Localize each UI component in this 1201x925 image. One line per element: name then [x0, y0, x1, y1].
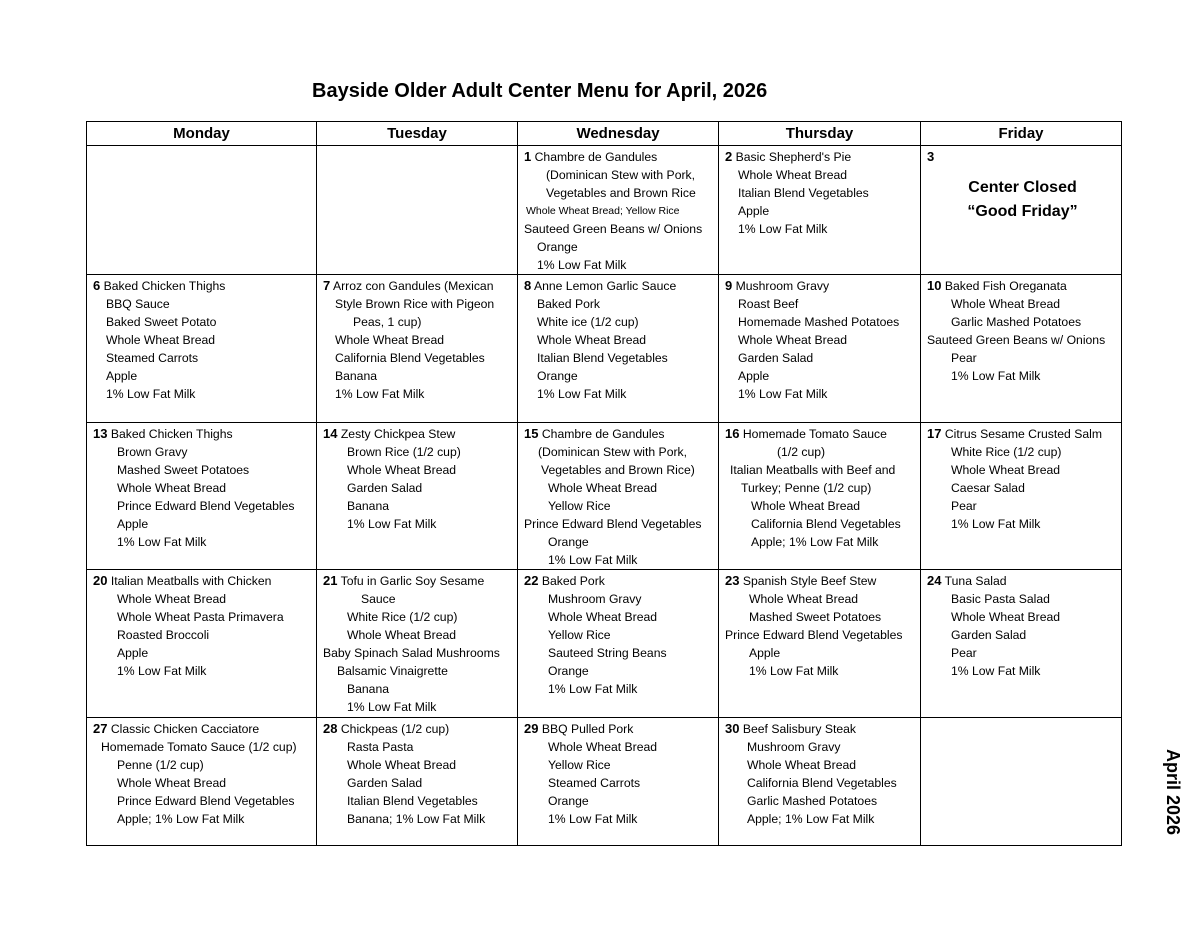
menu-item: (Dominican Stew with Pork,: [538, 445, 688, 459]
menu-item: 1% Low Fat Milk: [951, 664, 1041, 678]
weekday-header-monday: Monday: [87, 122, 317, 146]
menu-item: Yellow Rice: [548, 499, 611, 513]
day-first-line: [93, 572, 313, 590]
menu-item: Garden Salad: [738, 351, 814, 365]
weekday-header-row: [87, 122, 1122, 146]
menu-item: 1% Low Fat Milk: [117, 664, 207, 678]
main-dish: Mushroom Gravy: [735, 279, 830, 293]
menu-item: Apple: [117, 517, 149, 531]
menu-item: 1% Low Fat Milk: [951, 517, 1041, 531]
menu-item: Sauce: [361, 592, 396, 606]
weekday-header-thursday: Thursday: [719, 122, 921, 146]
day-cell: [921, 146, 1122, 275]
main-dish: Spanish Style Beef Stew: [742, 574, 877, 588]
main-dish: Citrus Sesame Crusted Salm: [944, 427, 1102, 441]
menu-item: Whole Wheat Bread; Yellow Rice: [526, 205, 680, 217]
day-first-line: [323, 425, 514, 443]
day-cell: [719, 718, 921, 846]
menu-item: Garlic Mashed Potatoes: [747, 794, 878, 808]
week-row: [87, 570, 1122, 718]
menu-item: Whole Wheat Bread: [117, 776, 227, 790]
main-dish: Baked Chicken Thighs: [110, 427, 233, 441]
main-dish: Baked Fish Oreganata: [944, 279, 1067, 293]
menu-item: Whole Wheat Bread: [749, 592, 859, 606]
menu-item: Prince Edward Blend Vegetables: [117, 499, 295, 513]
day-number: 23: [725, 573, 740, 588]
week-row: [87, 146, 1122, 275]
menu-item: Vegetables and Brown Rice): [541, 463, 695, 477]
weekday-header-tuesday: Tuesday: [317, 122, 518, 146]
menu-item: Apple; 1% Low Fat Milk: [751, 535, 879, 549]
menu-item: 1% Low Fat Milk: [749, 664, 839, 678]
menu-item: Orange: [548, 794, 589, 808]
menu-item: 1% Low Fat Milk: [335, 387, 425, 401]
menu-item: Mushroom Gravy: [548, 592, 642, 606]
day-cell: [719, 146, 921, 275]
menu-item: California Blend Vegetables: [335, 351, 485, 365]
menu-item: Orange: [548, 664, 589, 678]
main-dish: Chickpeas (1/2 cup): [340, 722, 450, 736]
menu-item: 1% Low Fat Milk: [347, 700, 437, 714]
day-number: 27: [93, 721, 108, 736]
menu-item: Whole Wheat Bread: [347, 628, 457, 642]
menu-item: Sauteed Green Beans w/ Onions: [927, 333, 1106, 347]
day-number: 22: [524, 573, 539, 588]
menu-item: Pear: [951, 351, 977, 365]
day-cell: [317, 718, 518, 846]
day-first-line: [927, 572, 1118, 590]
day-number: 2: [725, 149, 733, 164]
weekday-header-friday: Friday: [921, 122, 1122, 146]
menu-item: 1% Low Fat Milk: [548, 553, 638, 567]
menu-item: Steamed Carrots: [106, 351, 199, 365]
menu-item: Whole Wheat Bread: [548, 610, 658, 624]
main-dish: BBQ Pulled Pork: [541, 722, 634, 736]
menu-item: Apple: [738, 204, 770, 218]
menu-item: Banana; 1% Low Fat Milk: [347, 812, 486, 826]
empty-day-cell: [87, 146, 317, 275]
day-cell: [719, 275, 921, 423]
menu-item: Whole Wheat Bread: [537, 333, 647, 347]
menu-item: BBQ Sauce: [106, 297, 170, 311]
menu-item: Apple; 1% Low Fat Milk: [747, 812, 875, 826]
day-number: 28: [323, 721, 338, 736]
day-first-line: [725, 720, 917, 738]
menu-item: Whole Wheat Bread: [751, 499, 861, 513]
side-month-label: April 2026: [1163, 749, 1183, 836]
day-cell: [317, 423, 518, 570]
menu-item: Orange: [537, 240, 578, 254]
menu-item: Mashed Sweet Potatoes: [749, 610, 882, 624]
day-number: 8: [524, 278, 532, 293]
day-first-line: [93, 277, 313, 295]
day-cell: [518, 423, 719, 570]
menu-item: Sauteed String Beans: [548, 646, 667, 660]
main-dish: Tuna Salad: [944, 574, 1007, 588]
menu-item: Orange: [537, 369, 578, 383]
menu-item: Garden Salad: [347, 776, 423, 790]
menu-item: Italian Blend Vegetables: [347, 794, 478, 808]
menu-item: Style Brown Rice with Pigeon: [335, 297, 495, 311]
main-dish: Beef Salisbury Steak: [742, 722, 856, 736]
menu-item: 1% Low Fat Milk: [548, 682, 638, 696]
menu-item: Roasted Broccoli: [117, 628, 210, 642]
menu-item: Prince Edward Blend Vegetables: [725, 628, 903, 642]
menu-item: Whole Wheat Bread: [738, 333, 848, 347]
day-cell: [87, 570, 317, 718]
day-first-line: [524, 720, 715, 738]
menu-item: Brown Rice (1/2 cup): [347, 445, 461, 459]
day-number: 10: [927, 278, 942, 293]
menu-item: Baked Sweet Potato: [106, 315, 217, 329]
day-cell: [518, 718, 719, 846]
menu-item: Baked Pork: [537, 297, 601, 311]
menu-body: [87, 146, 1122, 846]
day-cell: [719, 423, 921, 570]
day-first-line: [725, 425, 917, 443]
day-first-line: [524, 572, 715, 590]
menu-item: Homemade Mashed Potatoes: [738, 315, 900, 329]
main-dish: Italian Meatballs with Chicken: [110, 574, 272, 588]
menu-item: 1% Low Fat Milk: [117, 535, 207, 549]
menu-item: Roast Beef: [738, 297, 799, 311]
menu-item: Whole Wheat Bread: [117, 592, 227, 606]
menu-item: Apple: [738, 369, 770, 383]
day-first-line: [524, 425, 715, 443]
menu-item: Apple; 1% Low Fat Milk: [117, 812, 245, 826]
main-dish: Baked Pork: [541, 574, 605, 588]
menu-item: Whole Wheat Bread: [335, 333, 445, 347]
day-cell: [518, 146, 719, 275]
menu-item: Apple: [749, 646, 781, 660]
week-row: [87, 423, 1122, 570]
day-first-line: [725, 572, 917, 590]
day-cell: [87, 275, 317, 423]
menu-item: White Rice (1/2 cup): [347, 610, 458, 624]
day-first-line: [725, 148, 917, 166]
day-first-line: [927, 425, 1118, 443]
menu-item: Garden Salad: [951, 628, 1027, 642]
menu-item: Whole Wheat Bread: [951, 610, 1061, 624]
menu-item: Turkey; Penne (1/2 cup): [741, 481, 872, 495]
day-number: 21: [323, 573, 338, 588]
menu-item: Apple: [117, 646, 149, 660]
page-title: Bayside Older Adult Center Menu for April, 2026: [312, 80, 768, 102]
day-number: 15: [524, 426, 539, 441]
menu-item: Basic Pasta Salad: [951, 592, 1050, 606]
main-dish: Anne Lemon Garlic Sauce: [533, 279, 677, 293]
day-cell: [921, 423, 1122, 570]
main-dish: Chambre de Gandules: [534, 150, 658, 164]
menu-item: Garlic Mashed Potatoes: [951, 315, 1082, 329]
day-first-line: [927, 277, 1118, 295]
menu-item: Homemade Tomato Sauce (1/2 cup): [101, 740, 297, 754]
day-cell: [518, 570, 719, 718]
menu-item: Yellow Rice: [548, 758, 611, 772]
menu-item: Pear: [951, 646, 977, 660]
day-cell: [921, 275, 1122, 423]
menu-calendar-table: [86, 121, 1122, 846]
day-number: 1: [524, 149, 532, 164]
week-row: [87, 275, 1122, 423]
empty-day-cell: [921, 718, 1122, 846]
menu-item: 1% Low Fat Milk: [347, 517, 437, 531]
menu-item: Balsamic Vinaigrette: [337, 664, 448, 678]
menu-item: 1% Low Fat Milk: [548, 812, 638, 826]
day-number: 30: [725, 721, 740, 736]
day-number: 29: [524, 721, 539, 736]
menu-item: 1% Low Fat Milk: [738, 387, 828, 401]
menu-item: Prince Edward Blend Vegetables: [524, 517, 702, 531]
day-first-line: [93, 720, 313, 738]
day-cell: [87, 718, 317, 846]
day-first-line: [93, 425, 313, 443]
menu-item: Whole Wheat Bread: [347, 463, 457, 477]
menu-item: Caesar Salad: [951, 481, 1025, 495]
menu-item: Banana: [347, 499, 390, 513]
menu-item: Vegetables and Brown Rice: [546, 186, 696, 200]
day-cell: [921, 570, 1122, 718]
day-number: 3: [927, 149, 935, 164]
day-first-line: [524, 148, 715, 166]
menu-item: Whole Wheat Bread: [951, 297, 1061, 311]
day-number: 17: [927, 426, 942, 441]
main-dish: Arroz con Gandules (Mexican: [332, 279, 494, 293]
main-dish: Chambre de Gandules: [541, 427, 665, 441]
menu-item: Banana: [335, 369, 378, 383]
menu-item: Banana: [347, 682, 390, 696]
menu-item: 1% Low Fat Milk: [106, 387, 196, 401]
menu-item: Italian Meatballs with Beef and: [730, 463, 896, 477]
menu-item: Peas, 1 cup): [353, 315, 422, 329]
menu-item: Sauteed Green Beans w/ Onions: [524, 222, 703, 236]
menu-item: Mashed Sweet Potatoes: [117, 463, 250, 477]
day-number: 6: [93, 278, 101, 293]
day-first-line: [323, 720, 514, 738]
menu-item: 1% Low Fat Milk: [537, 258, 627, 272]
day-cell: [317, 275, 518, 423]
menu-item: Italian Blend Vegetables: [537, 351, 668, 365]
menu-item: Whole Wheat Bread: [106, 333, 216, 347]
menu-item: Apple: [106, 369, 138, 383]
day-number: 24: [927, 573, 942, 588]
menu-item: White Rice (1/2 cup): [951, 445, 1062, 459]
day-first-line: [725, 277, 917, 295]
menu-item: Baby Spinach Salad Mushrooms: [323, 646, 500, 660]
closed-notice: “Good Friday”: [967, 203, 1078, 220]
menu-item: White ice (1/2 cup): [537, 315, 639, 329]
menu-item: Mushroom Gravy: [747, 740, 841, 754]
menu-item: Prince Edward Blend Vegetables: [117, 794, 295, 808]
menu-item: (Dominican Stew with Pork,: [546, 168, 696, 182]
menu-item: Whole Wheat Bread: [347, 758, 457, 772]
empty-day-cell: [317, 146, 518, 275]
weekday-header-wednesday: Wednesday: [518, 122, 719, 146]
menu-item: Garden Salad: [347, 481, 423, 495]
menu-item: Pear: [951, 499, 977, 513]
main-dish: Tofu in Garlic Soy Sesame: [340, 574, 485, 588]
day-number: 20: [93, 573, 108, 588]
menu-item: Whole Wheat Bread: [738, 168, 848, 182]
menu-item: Rasta Pasta: [347, 740, 414, 754]
main-dish: Zesty Chickpea Stew: [340, 427, 456, 441]
main-dish: Classic Chicken Cacciatore: [110, 722, 260, 736]
day-cell: [719, 570, 921, 718]
day-number: 14: [323, 426, 338, 441]
menu-item: California Blend Vegetables: [751, 517, 901, 531]
day-number: 9: [725, 278, 733, 293]
menu-item: California Blend Vegetables: [747, 776, 897, 790]
day-number: 7: [323, 278, 331, 293]
day-cell: [518, 275, 719, 423]
menu-item: Whole Wheat Pasta Primavera: [117, 610, 284, 624]
main-dish: Baked Chicken Thighs: [103, 279, 226, 293]
week-row: [87, 718, 1122, 846]
menu-item: Whole Wheat Bread: [117, 481, 227, 495]
menu-item: Whole Wheat Bread: [548, 481, 658, 495]
day-first-line: [927, 148, 1118, 166]
menu-item: (1/2 cup): [777, 445, 826, 459]
day-number: 13: [93, 426, 108, 441]
day-cell: [317, 570, 518, 718]
day-first-line: [524, 277, 715, 295]
menu-item: Whole Wheat Bread: [747, 758, 857, 772]
day-cell: [87, 423, 317, 570]
menu-item: Whole Wheat Bread: [548, 740, 658, 754]
menu-item: Yellow Rice: [548, 628, 611, 642]
menu-item: 1% Low Fat Milk: [951, 369, 1041, 383]
menu-item: Steamed Carrots: [548, 776, 641, 790]
main-dish: Homemade Tomato Sauce: [742, 427, 887, 441]
menu-item: Orange: [548, 535, 589, 549]
menu-item: Brown Gravy: [117, 445, 188, 459]
day-first-line: [323, 277, 514, 295]
menu-item: Whole Wheat Bread: [951, 463, 1061, 477]
menu-item: Italian Blend Vegetables: [738, 186, 869, 200]
menu-item: 1% Low Fat Milk: [537, 387, 627, 401]
closed-notice: Center Closed: [968, 179, 1077, 196]
menu-item: 1% Low Fat Milk: [738, 222, 828, 236]
day-number: 16: [725, 426, 740, 441]
day-first-line: [323, 572, 514, 590]
menu-item: Penne (1/2 cup): [117, 758, 204, 772]
main-dish: Basic Shepherd's Pie: [735, 150, 852, 164]
